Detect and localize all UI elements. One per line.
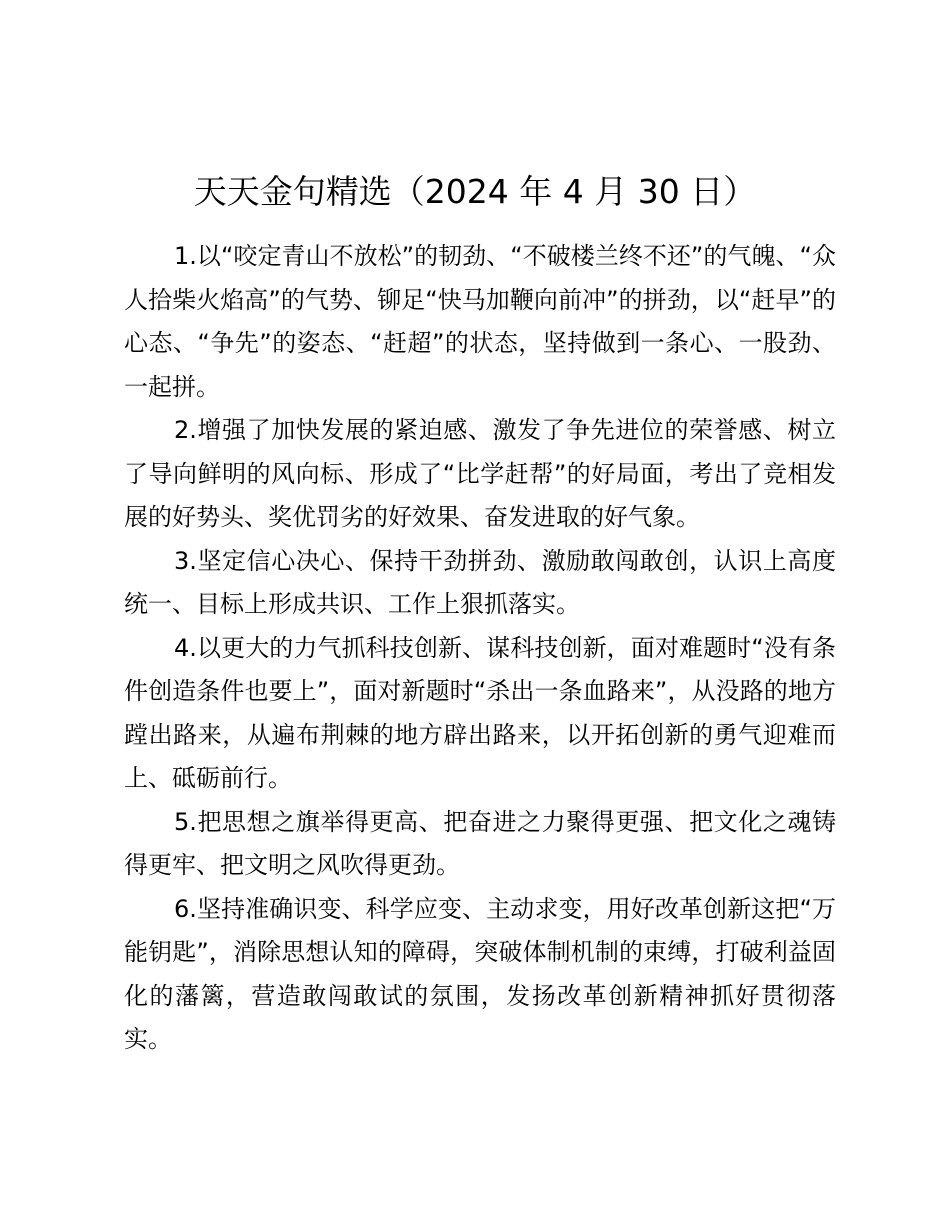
paragraph-3: 3.坚定信心决心、保持干劲拼劲、激励敢闯敢创，认识上高度统一、目标上形成共识、工作上狠抓落实。 <box>124 546 836 618</box>
paragraph-4: 4.以更大的力气抓科技创新、谋科技创新，面对难题时“没有条件创造条件也要上”，面对新题时“杀出一条血路来”，从没路的地方蹚出路来，从遍布荆棘的地方辟出路来，以开拓创新的勇气迎难而上、砥砺前行。 <box>124 633 836 792</box>
paragraph-2: 2.增强了加快发展的紧迫感、激发了争先进位的荣誉感、树立了导向鲜明的风向标、形成了“比学赶帮”的好局面，考出了竞相发展的好势头、奖优罚劣的好效果、奋发进取的好气象。 <box>124 416 836 531</box>
document-title: 天天金句精选（2024 年 4 月 30 日） <box>193 172 757 211</box>
document-body <box>124 235 836 1062</box>
paragraph-5: 5.把思想之旗举得更高、把奋进之力聚得更强、把文化之魂铸得更牢、把文明之风吹得更劲。 <box>124 807 836 879</box>
paragraph-6: 6.坚持准确识变、科学应变、主动求变，用好改革创新这把“万能钥匙”，消除思想认知的障碍，突破体制机制的束缚，打破利益固化的藩篱，营造敢闯敢试的氛围，发扬改革创新精神抓好贯彻落实。 <box>124 894 836 1053</box>
paragraph-1: 1.以“咬定青山不放松”的韧劲、“不破楼兰终不还”的气魄、“众人拾柴火焰高”的气势、铆足“快马加鞭向前冲”的拼劲，以“赶早”的心态、“争先”的姿态、“赶超”的状态，坚持做到一条心、一股劲、一起拼。 <box>124 242 836 401</box>
